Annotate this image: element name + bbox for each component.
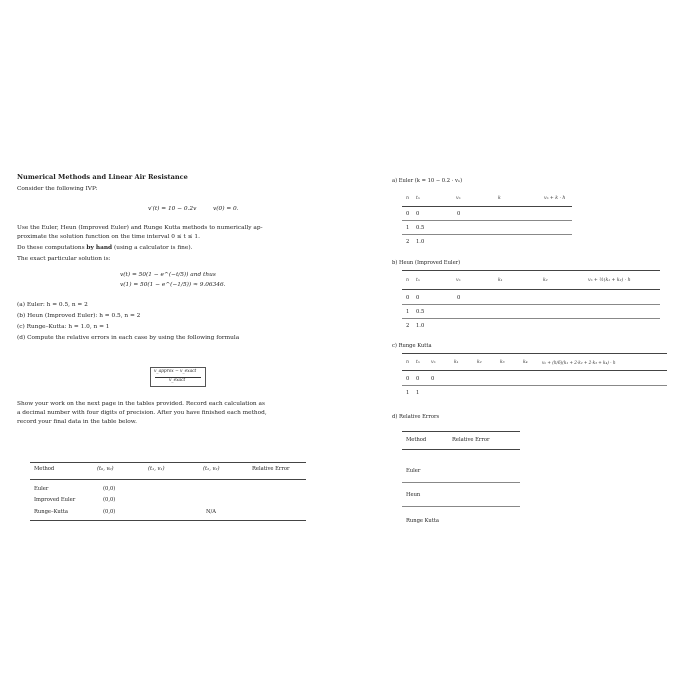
relerr-header-error: Relative Error — [452, 437, 490, 443]
heun-header-t: tₙ — [416, 278, 420, 283]
euler-header-n: n — [406, 196, 409, 201]
euler-cell-t: 0.5 — [416, 225, 425, 231]
relerr-method: Euler — [406, 468, 421, 474]
relative-error-formula — [150, 367, 206, 387]
summary-header-p0: (t₀, v₀) — [97, 466, 114, 472]
euler-header-v: vₙ — [456, 196, 461, 201]
exact-solution-intro: The exact particular solution is: — [17, 256, 111, 262]
heun-title: b) Heun (Improved Euler) — [392, 260, 461, 266]
rk-title: c) Runge Kutta — [392, 343, 432, 349]
relerr-header-method: Method — [406, 437, 427, 443]
relerr-title: d) Relative Errors — [392, 414, 440, 420]
rk-header-n: n — [406, 360, 409, 365]
rk-cell-v: 0 — [431, 376, 435, 382]
page-title: Numerical Methods and Linear Air Resistance — [17, 173, 188, 181]
euler-cell-v: 0 — [457, 211, 461, 217]
part-c: (c) Runge–Kutta: h = 1.0, n = 1 — [17, 324, 110, 330]
heun-cell-n: 1 — [406, 309, 410, 315]
part-d: (d) Compute the relative errors in each case by using the following formula — [17, 335, 240, 341]
heun-cell-t: 0 — [416, 295, 420, 301]
rk-header-k1: k₁ — [454, 360, 459, 365]
by-hand-post: (using a calculator is fine). — [112, 245, 193, 251]
summary-row-p0: (0,0) — [103, 497, 116, 503]
euler-title: a) Euler (k = 10 − 0.2 · vₙ) — [392, 178, 463, 184]
euler-cell-n: 2 — [406, 239, 410, 245]
summary-row-method: Improved Euler — [34, 497, 76, 503]
rk-cell-n: 0 — [406, 376, 410, 382]
heun-cell-n: 2 — [406, 323, 410, 329]
euler-cell-n: 1 — [406, 225, 410, 231]
exact-eq-2: v(1) = 50(1 − e^(−1/5)) ≈ 9.06346. — [120, 282, 226, 288]
instructions-line-1: Use the Euler, Heun (Improved Euler) and Runge Kutta methods to numerically ap- — [17, 225, 263, 231]
consider-text: Consider the following IVP: — [17, 186, 98, 192]
exact-eq-1: v(t) = 50(1 − e^(−t/5)) and thus — [120, 272, 216, 278]
rk-header-v: vₙ — [431, 360, 436, 365]
show-work-line-3: record your final data in the table below. — [17, 419, 137, 425]
rk-header-update: vₙ + (h/6)(k₁ + 2·k₂ + 2·k₃ + k₄) · h — [542, 360, 616, 365]
summary-header-error: Relative Error — [252, 466, 290, 472]
show-work-line-1: Show your work on the next page in the tables provided. Record each calculation as — [17, 401, 265, 407]
heun-header-v: vₙ — [456, 278, 461, 283]
rk-header-k3: k₃ — [500, 360, 505, 365]
by-hand-line — [17, 244, 192, 252]
by-hand-bold: by hand — [86, 245, 113, 251]
heun-cell-n: 0 — [406, 295, 410, 301]
summary-row-method: Euler — [34, 486, 49, 492]
euler-cell-t: 1.0 — [416, 239, 425, 245]
ivp-initial-condition: v(0) = 0. — [213, 206, 239, 212]
rk-header-k4: k₄ — [523, 360, 528, 365]
relerr-method: Heun — [406, 492, 421, 498]
euler-header-k: k — [498, 196, 501, 201]
euler-cell-n: 0 — [406, 211, 410, 217]
rk-cell-t: 1 — [416, 390, 420, 396]
heun-header-k2: k₂ — [543, 278, 548, 283]
relerr-method: Runge Kutta — [406, 518, 439, 524]
rk-cell-t: 0 — [416, 376, 420, 382]
heun-header-n: n — [406, 278, 409, 283]
euler-header-update: vₙ + k · h — [544, 196, 566, 201]
summary-row-p0: (0,0) — [103, 509, 116, 515]
summary-header-p1: (t₁, v₁) — [148, 466, 165, 472]
heun-cell-v: 0 — [457, 295, 461, 301]
part-a: (a) Euler: h = 0.5, n = 2 — [17, 302, 88, 308]
show-work-line-2: a decimal number with four digits of precision. After you have finished each method, — [17, 410, 267, 416]
instructions-line-2: proximate the solution function on the time interval 0 ≤ t ≤ 1. — [17, 234, 200, 240]
summary-header-method: Method — [34, 466, 55, 472]
rk-cell-n: 1 — [406, 390, 410, 396]
heun-cell-t: 0.5 — [416, 309, 425, 315]
formula-denominator: v_exact — [169, 378, 186, 383]
euler-header-t: tₙ — [416, 196, 420, 201]
part-b: (b) Heun (Improved Euler): h = 0.5, n = 2 — [17, 313, 141, 319]
summary-header-p2: (t₂, v₂) — [203, 466, 220, 472]
rk-header-t: tₙ — [416, 360, 420, 365]
summary-row-method: Runge–Kutta — [34, 509, 68, 515]
rk-header-k2: k₂ — [477, 360, 482, 365]
ivp-ode: v′(t) = 10 − 0.2v — [148, 206, 197, 212]
euler-cell-t: 0 — [416, 211, 420, 217]
heun-cell-t: 1.0 — [416, 323, 425, 329]
formula-numerator: v_approx − v_exact — [154, 369, 197, 374]
summary-row-p2: N/A — [206, 509, 217, 515]
summary-row-p0: (0,0) — [103, 486, 116, 492]
heun-header-k1: k₁ — [498, 278, 503, 283]
by-hand-pre: Do these computations — [17, 245, 87, 251]
heun-header-update: vₙ + ½(k₁ + k₂) · h — [588, 278, 631, 283]
